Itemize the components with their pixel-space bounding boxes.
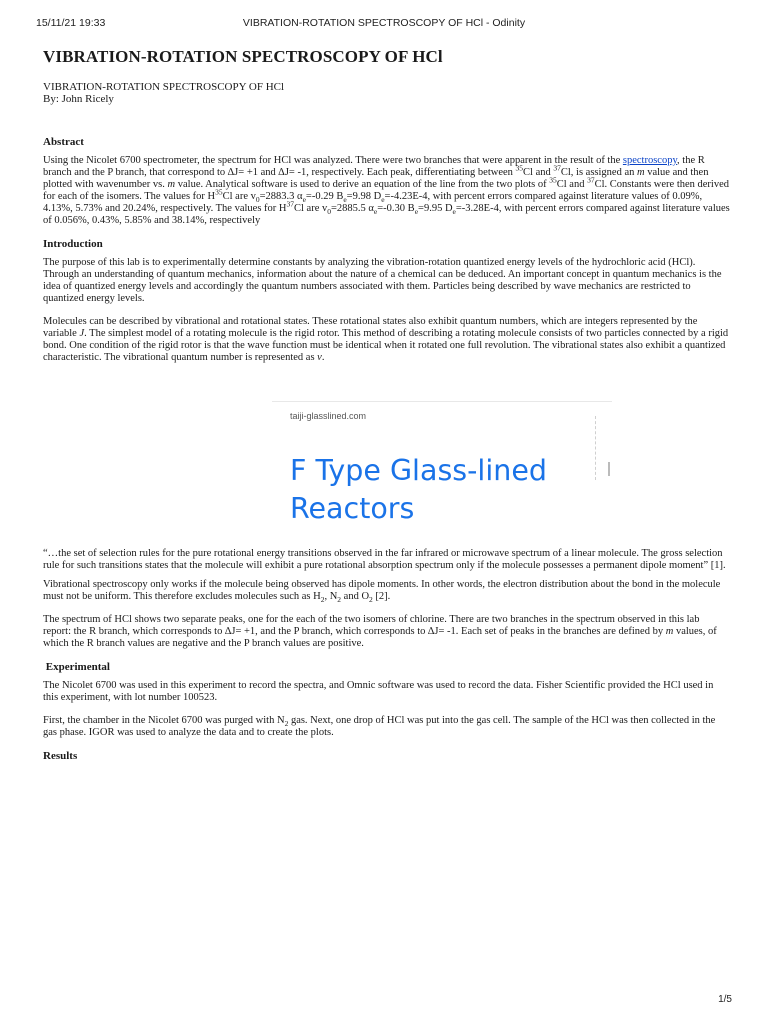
- selection-rules-quote: “…the set of selection rules for the pure rotational energy transitions observed in the far infrared or microwave spectrum of a linear molecule. The gross selection rule for such transitions states that the molecule will exhibit a pure rotational absorption spectrum only if the molecule possesses a permanent dipole moment” [1].: [43, 548, 726, 571]
- print-date: 15/11/21 19:33: [36, 17, 106, 29]
- results-heading: Results: [43, 750, 78, 762]
- page-number: 1/5: [718, 994, 732, 1005]
- ad-decoration-mark: [608, 462, 610, 476]
- advertisement-banner[interactable]: [272, 401, 612, 536]
- spectrum-paragraph: The spectrum of HCl shows two separate peaks, one for the each of the two isomers of chlorine. There are two branches in the spectrum observed in this lab report: the R branch, which corresponds to ∆J= +1, and the P branch, which corresponds to ∆J= -1. Each set of peaks in the branches are defined by m values, of which the R branch values are negative and the P branch values are positive.: [43, 614, 717, 649]
- article-byline: By: John Ricely: [43, 93, 114, 105]
- introduction-paragraph-2: Molecules can be described by vibrational and rotational states. These rotational states also exhibit quantum numbers, which are integers represented by the variable J. The simplest model of a rotating molecule is the rigid rotor. This method of describing a rotating molecule consists of two particles connected by a rigid bond. One condition of the rigid rotor is that the wave function must be identical when it rotated one full revolution. The vibrational states also exhibit a quantized characteristic. The vibrational quantum number is represented as v.: [43, 316, 729, 363]
- introduction-paragraph-1: The purpose of this lab is to experimentally determine constants by analyzing the vibration-rotation quantized energy levels of the hydrochloric acid (HCl). Through an understanding of quantum mechanics, information about the nature of a chemical can be deduced. An important concept in quantum mechanics is the idea of quantized energy levels and accordingly the quantum numbers associated with them. Particles being described by wave mechanics are restricted to quantized energy levels.: [43, 257, 722, 304]
- article: [43, 47, 730, 769]
- article-title: VIBRATION-ROTATION SPECTROSCOPY OF HCl: [43, 47, 443, 66]
- print-header: [36, 17, 732, 31]
- abstract-paragraph: Using the Nicolet 6700 spectrometer, the spectrum for HCl was analyzed. There were two branches that were apparent in the result of the spectroscopy, the R branch and the P branch, that correspond to ∆J= +1 and ∆J= -1, respectively. Each peak, differentiating between $^{35}$Cl and $^{37}$Cl, is assigned an m value and then plotted with wavenumber vs. m value. Analytical software is used to derive an equation of the line from the two plots of $^{35}$Cl and $^{37}$Cl. Constants were then derived for each of the isomers. The values for $H^{35}Cl$ are $v_0=2883.3$ $\alpha_e=-0.29$ $B_e=9.98$ $D_e=-4.23E-4$, with percent errors compared against literature values of 0.09%, 4.13%, 5.73% and 20.24%, respectively. The values for $H^{37}Cl$ are $v_0=2885.5$ $\alpha_e=-0.30$ $B_e=9.95$ $D_e=-3.28E-4$, with percent errors compared against literature values of 0.056%, 0.43%, 5.85% and 38.14%, respectively: [43, 155, 730, 226]
- dipole-paragraph: Vibrational spectroscopy only works if the molecule being observed has dipole moments. In other words, the electron distribution about the bond in the molecule must not be uniform. This therefore excludes molecules such as $H_2$, $N_2$ and $O_2$ [2].: [43, 579, 721, 605]
- ad-domain[interactable]: taiji-glasslined.com: [290, 411, 367, 421]
- spectroscopy-link[interactable]: spectroscopy: [622, 155, 678, 166]
- introduction-heading: Introduction: [43, 238, 103, 250]
- print-page-title: VIBRATION-ROTATION SPECTROSCOPY OF HCl - Odinity: [242, 17, 526, 29]
- experimental-paragraph-1: The Nicolet 6700 was used in this experiment to record the spectra, and Omnic software was used to record the data. Fisher Scientific provided the HCl used in this experiment, with lot number 100523.: [43, 680, 714, 703]
- experimental-paragraph-2: First, the chamber in the Nicolet 6700 was purged with $N_2$ gas. Next, one drop of HCl was put into the gas cell. The sample of the HCl was then collected in the gas phase. IGOR was used to analyze the data and to create the plots.: [43, 715, 716, 738]
- article-subtitle: VIBRATION-ROTATION SPECTROSCOPY OF HCl: [43, 81, 285, 93]
- abstract-heading: Abstract: [43, 136, 84, 148]
- experimental-heading: Experimental: [43, 661, 110, 673]
- ad-headline[interactable]: F Type Glass-lined Reactors: [290, 454, 547, 525]
